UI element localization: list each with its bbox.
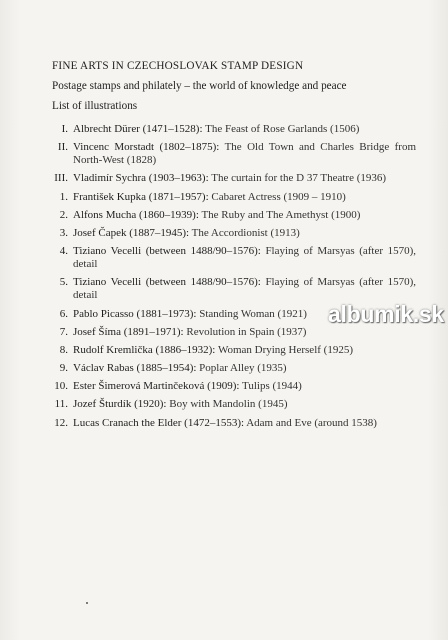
item-artist: Alfons Mucha (1860–1939): — [73, 208, 199, 221]
item-number: 2. — [59, 208, 68, 221]
item-number: 8. — [59, 343, 68, 356]
list-item — [44, 276, 416, 302]
item-artist: Václav Rabas (1885–1954): — [73, 362, 197, 375]
item-number: 7. — [59, 325, 68, 338]
list-item — [44, 227, 416, 240]
item-number: 3. — [59, 226, 68, 239]
item-work: The Ruby and The Amethyst (1900) — [201, 208, 361, 221]
item-work: Tulips (1944) — [242, 380, 302, 393]
item-work: The Accordionist (1913) — [191, 226, 300, 239]
list-item — [44, 123, 416, 136]
item-work: Standing Woman (1921) — [199, 307, 307, 320]
item-artist: Josef Šíma (1891–1971): — [73, 325, 184, 338]
watermark: albumik.sk — [328, 301, 444, 327]
list-item — [44, 398, 416, 411]
item-number: II. — [57, 141, 68, 154]
list-item — [44, 245, 416, 271]
item-work: The Feast of Rose Garlands (1506) — [205, 123, 360, 135]
list-item — [44, 209, 416, 222]
list-item — [44, 141, 416, 167]
list-item — [44, 172, 416, 185]
item-artist: Tiziano Vecelli (between 1488/90–1576): — [73, 245, 261, 258]
item-number: 6. — [59, 307, 68, 320]
item-number: 5. — [59, 276, 68, 289]
item-number: 10. — [54, 380, 68, 393]
illustrations-list — [44, 123, 416, 435]
item-number: I. — [61, 123, 68, 135]
item-artist: Tiziano Vecelli (between 1488/90–1576): — [73, 276, 261, 289]
item-number: 12. — [54, 416, 68, 429]
item-work: Poplar Alley (1935) — [199, 362, 287, 375]
item-work: Cabaret Actress (1909 – 1910) — [211, 190, 346, 203]
item-number: 1. — [59, 190, 68, 203]
page-subtitle: Postage stamps and philately – the world of knowledge and peace — [52, 80, 347, 92]
item-work: Flaying of Marsyas (after 1570), detail — [73, 276, 416, 302]
item-work: Flaying of Marsyas (after 1570), detail — [73, 245, 416, 271]
stray-mark — [86, 602, 88, 604]
item-number: 9. — [59, 362, 68, 375]
item-work: Adam and Eve (around 1538) — [246, 416, 377, 429]
list-heading: List of illustrations — [52, 100, 138, 112]
item-work: Boy with Mandolin (1945) — [169, 398, 288, 411]
list-item — [44, 191, 416, 204]
item-artist: Jozef Šturdík (1920): — [73, 398, 167, 411]
page-title: FINE ARTS IN CZECHOSLOVAK STAMP DESIGN — [52, 60, 304, 72]
item-artist: Vladimír Sychra (1903–1963): — [73, 172, 209, 185]
item-number: III. — [54, 172, 68, 185]
item-number: 4. — [59, 245, 68, 258]
list-item — [44, 380, 416, 393]
list-item — [44, 417, 416, 430]
item-artist: Vincenc Morstadt (1802–1875): — [73, 141, 220, 154]
item-work: The Old Town and Charles Bridge from North-West (1828) — [73, 141, 417, 167]
item-artist: Lucas Cranach the Elder (1472–1553): — [73, 416, 245, 429]
item-artist: Josef Čapek (1887–1945): — [73, 226, 190, 239]
item-number: 11. — [54, 398, 68, 411]
item-artist: Albrecht Dürer (1471–1528): — [73, 123, 203, 135]
item-artist: František Kupka (1871–1957): — [73, 190, 209, 203]
item-work: The curtain for the D 37 Theatre (1936) — [211, 172, 387, 185]
item-work: Revolution in Spain (1937) — [186, 325, 307, 338]
item-work: Woman Drying Herself (1925) — [217, 343, 353, 356]
list-item — [44, 362, 416, 375]
item-artist: Rudolf Kremlička (1886–1932): — [73, 343, 216, 356]
list-item — [44, 344, 416, 357]
item-artist: Pablo Picasso (1881–1973): — [73, 307, 197, 320]
item-artist: Ester Šimerová Martinčeková (1909): — [73, 380, 240, 393]
